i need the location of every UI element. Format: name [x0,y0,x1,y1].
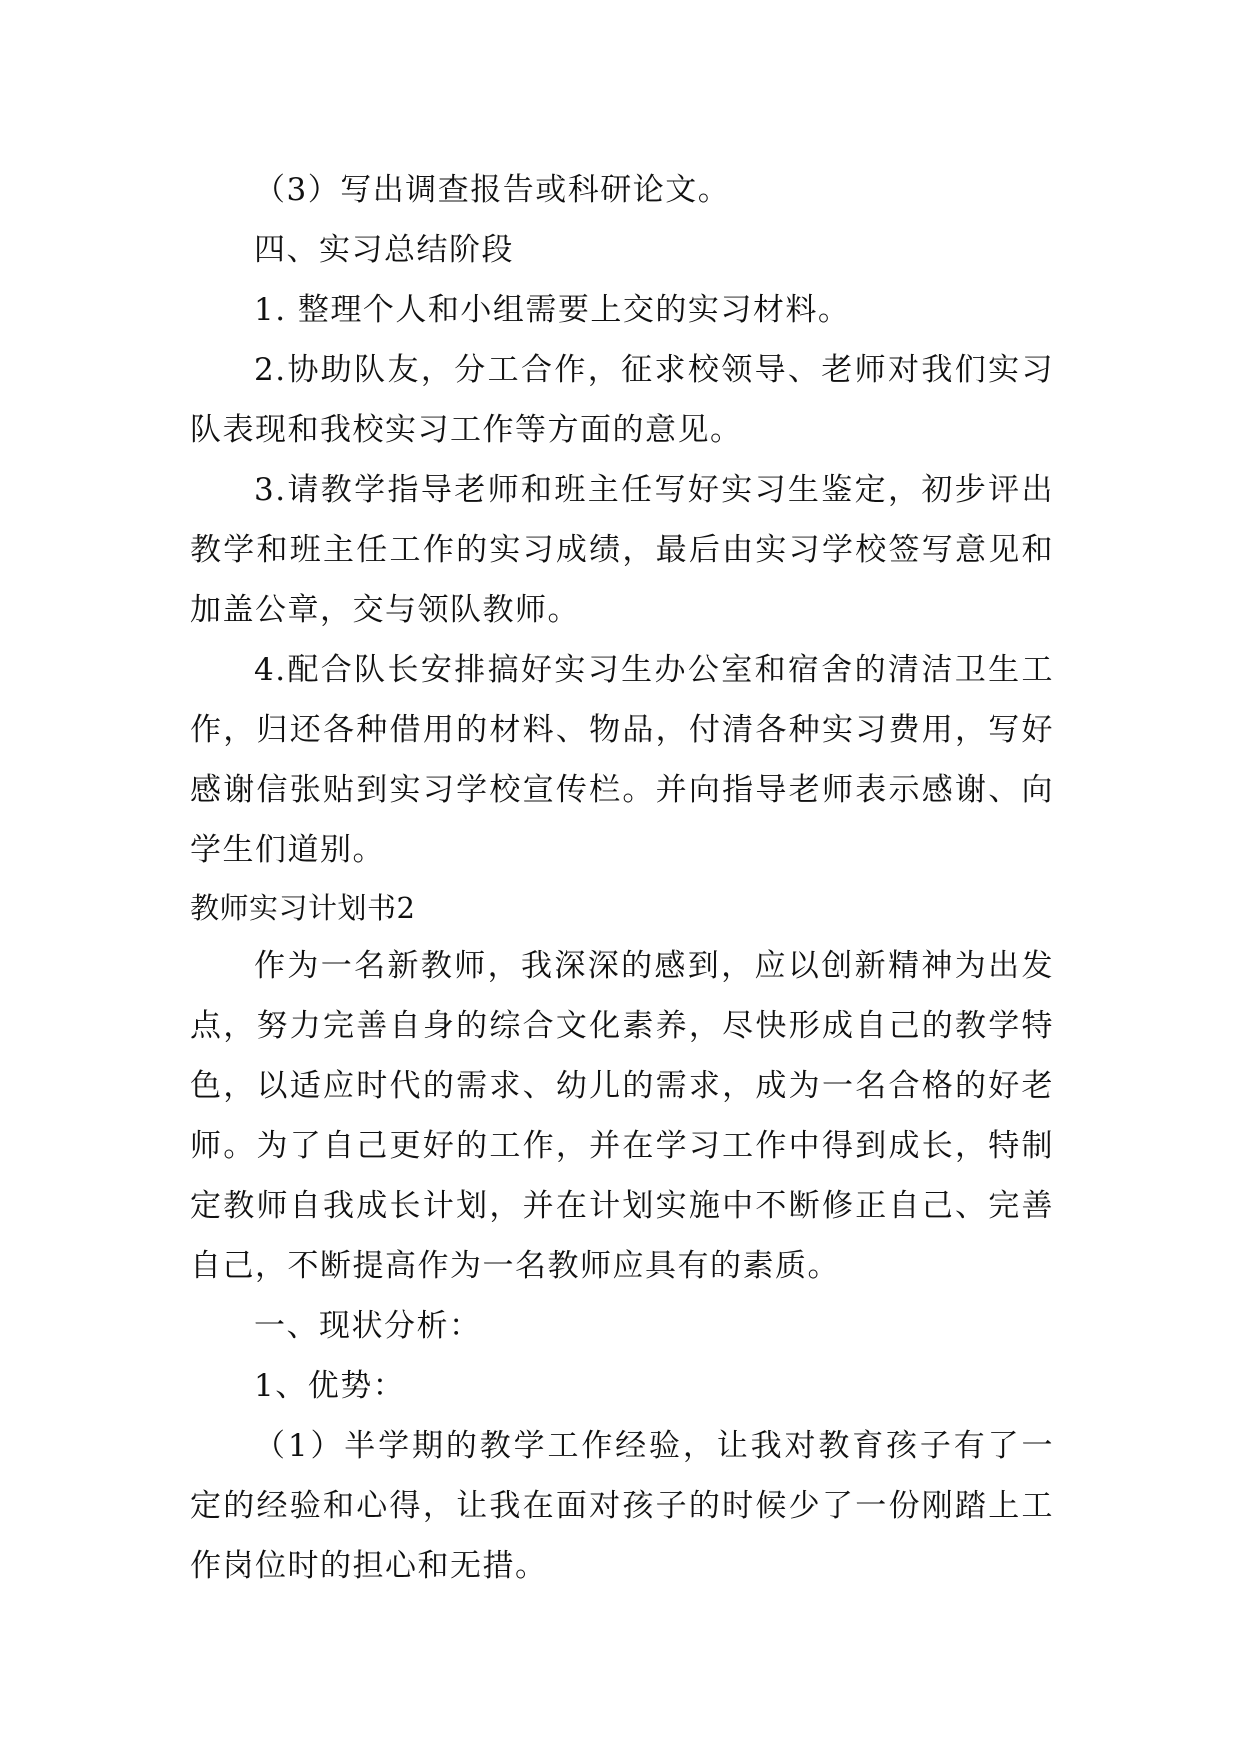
paragraph-step-3-report: （3）写出调查报告或科研论文。 [254,172,731,208]
paragraph-item-4: 4.配合队长安排搞好实习生办公室和宿舍的清洁卫生工作，归还各种借用的材料、物品，付清各种实习费用，写好感谢信张贴到实习学校宣传栏。并向指导老师表示感谢、向学生们道别。 [190,652,1054,868]
paragraph-item-1: 1. 整理个人和小组需要上交的实习材料。 [254,292,851,328]
paragraph-intro: 作为一名新教师，我深深的感到，应以创新精神为出发点，努力完善自身的综合文化素养，尽快形成自己的教学特色，以适应时代的需求、幼儿的需求，成为一名合格的好老师。为了自己更好的工作，并在学习工作中得到成长，特制定教师自我成长计划，并在计划实施中不断修正自己、完善自己，不断提高作为一名教师应具有的素质。 [190,948,1054,1284]
document-body [190,160,1054,1596]
section-heading-summary-stage: 四、实习总结阶段 [254,232,514,268]
document-title-plan-2: 教师实习计划书2 [190,891,416,925]
section-heading-status-analysis: 一、现状分析： [254,1308,482,1344]
paragraph-advantage-1: （1）半学期的教学工作经验，让我对教育孩子有了一定的经验和心得，让我在面对孩子的时候少了一份刚踏上工作岗位时的担心和无措。 [190,1428,1054,1584]
paragraph-item-2: 2.协助队友，分工合作，征求校领导、老师对我们实习队表现和我校实习工作等方面的意见。 [190,352,1054,448]
paragraph-item-3: 3.请教学指导老师和班主任写好实习生鉴定，初步评出教学和班主任工作的实习成绩，最后由实习学校签写意见和加盖公章，交与领队教师。 [190,472,1054,628]
subheading-advantages: 1、优势： [254,1368,406,1404]
